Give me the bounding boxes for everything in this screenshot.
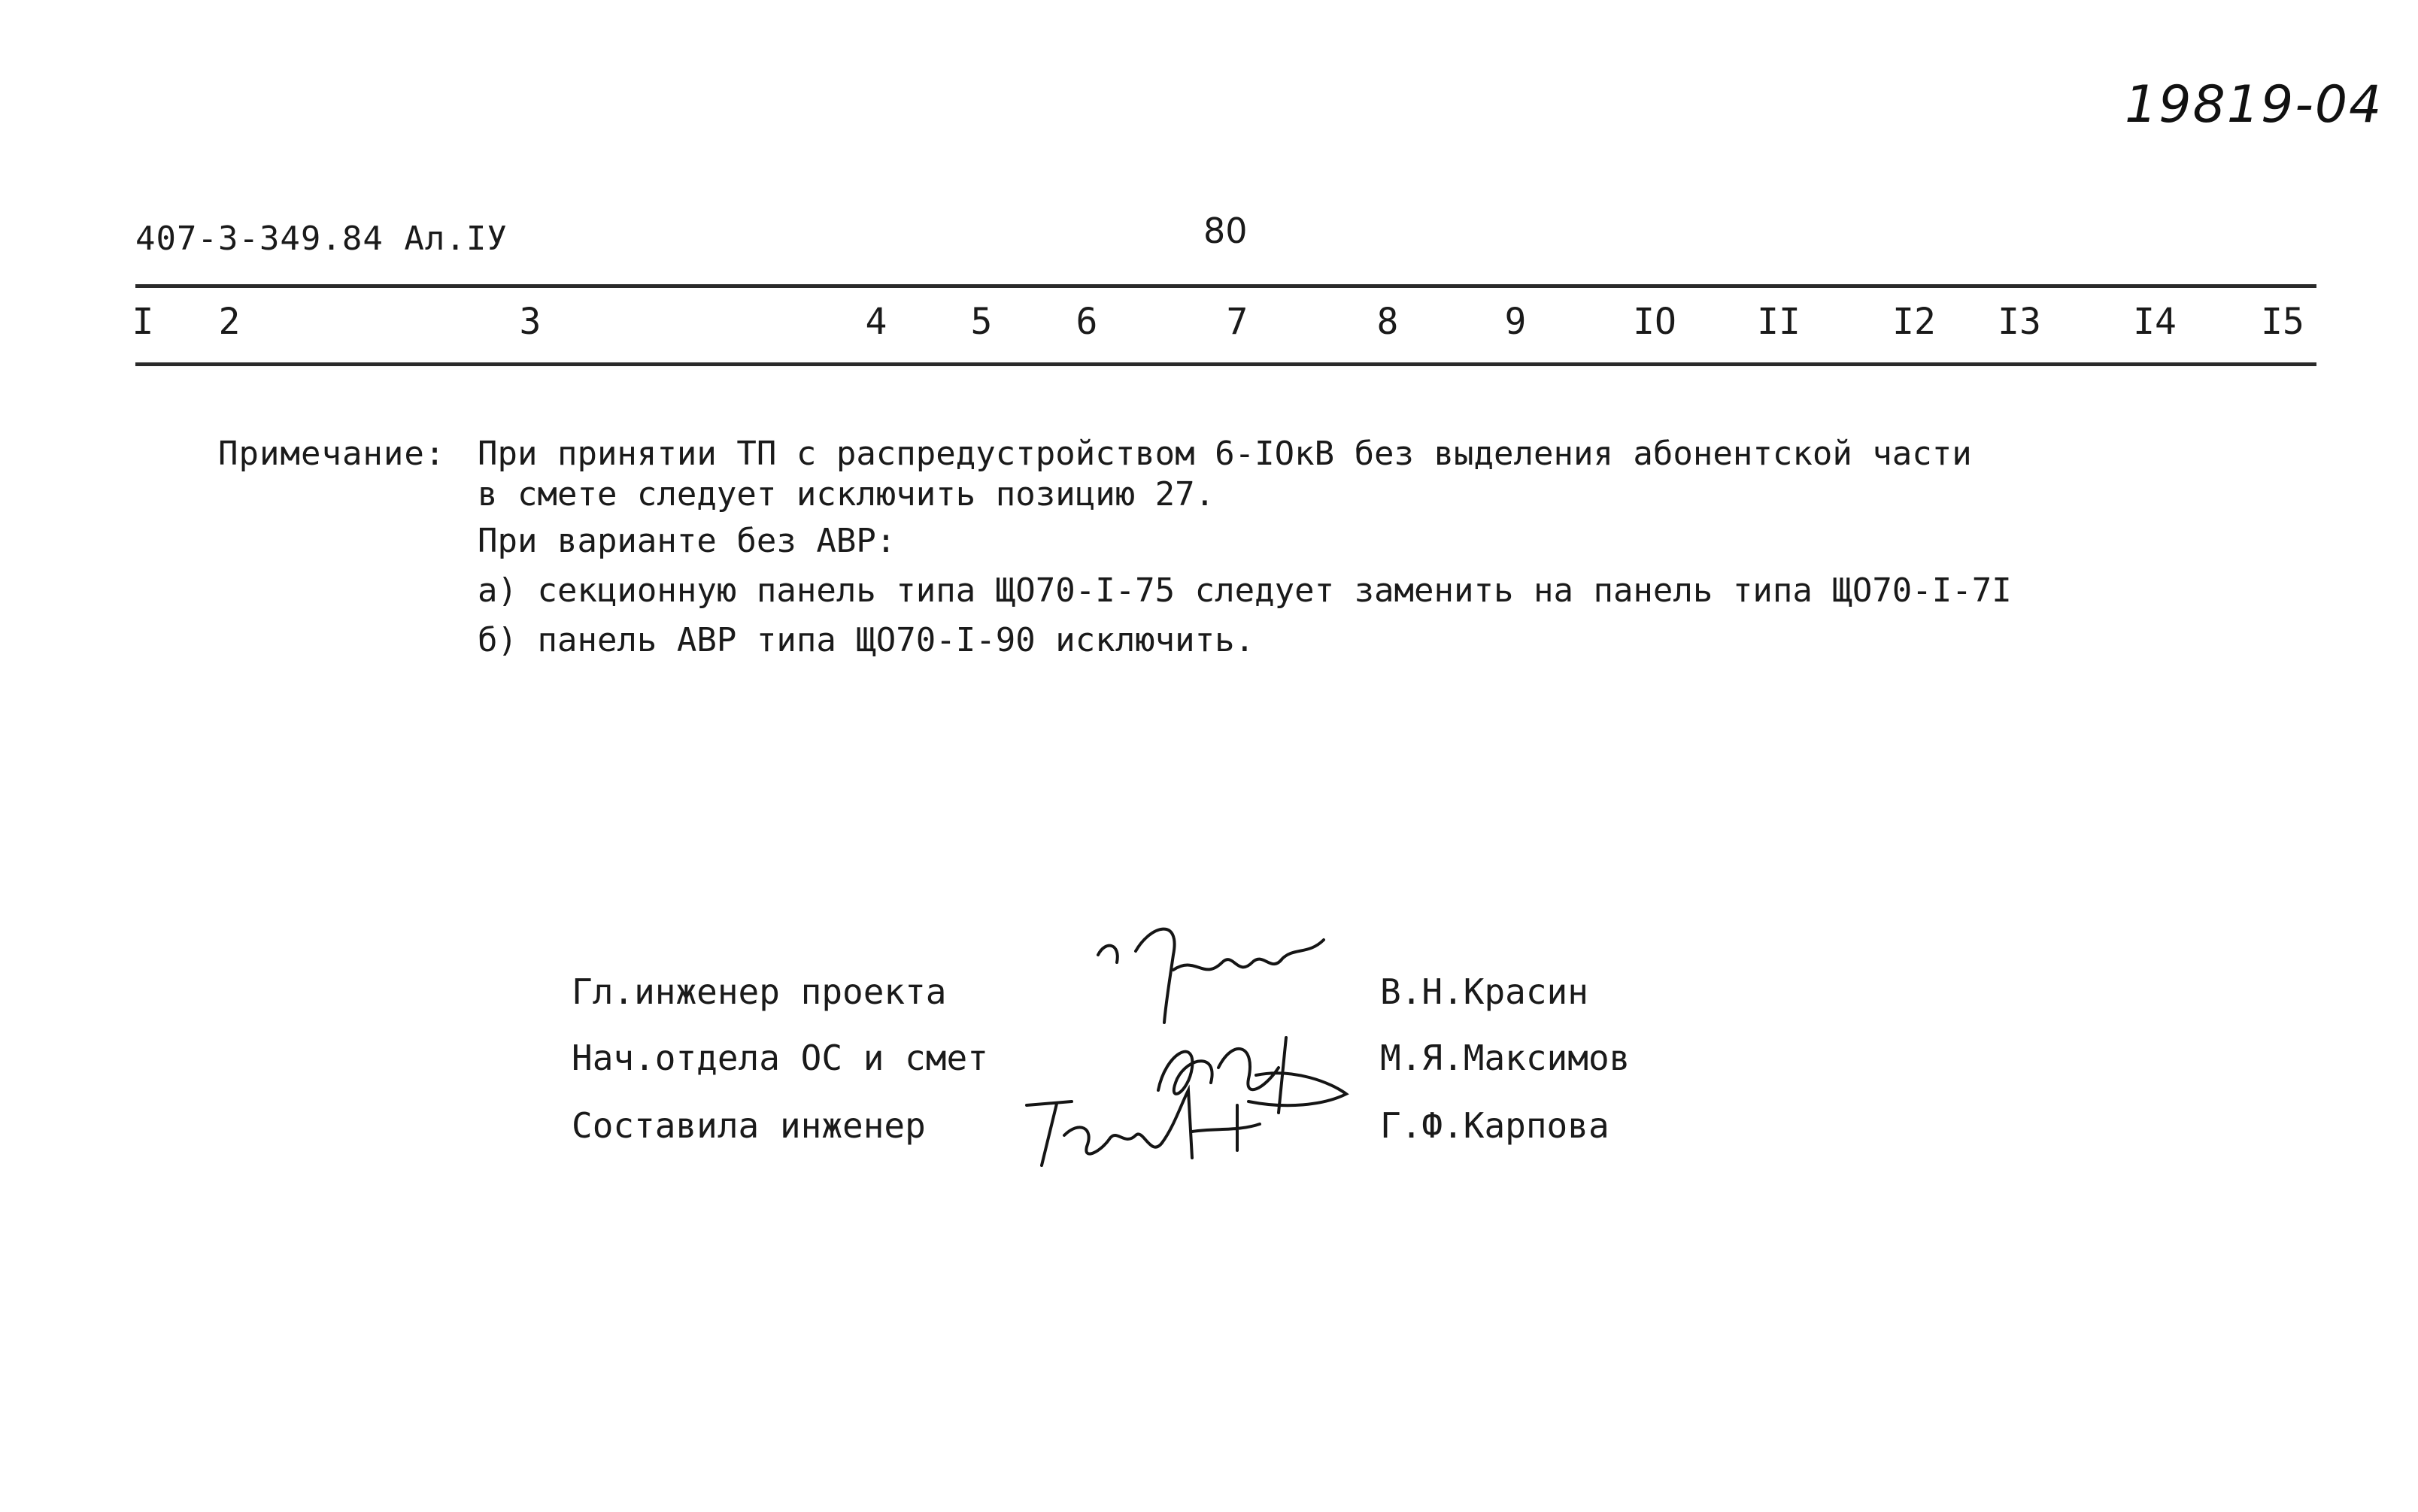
table-top-rule (135, 284, 2316, 288)
table-bottom-rule (135, 362, 2316, 366)
column-number: I (132, 301, 154, 343)
signatory-role: Гл.инженер проекта (572, 971, 947, 1012)
column-number: 5 (970, 301, 993, 343)
column-number: 2 (218, 301, 241, 343)
signatory-name: В.Н.Красин (1380, 971, 1588, 1012)
note-line: При варианте без АВР: (478, 522, 897, 560)
column-number: IO (1633, 301, 1676, 343)
column-number: 4 (865, 301, 887, 343)
column-number: I4 (2133, 301, 2177, 343)
signatory-role: Нач.отдела ОС и смет (572, 1038, 988, 1078)
note-line: б) панель АВР типа ЩО70-I-90 исключить. (478, 621, 1255, 659)
signature-compiler (1012, 1075, 1297, 1188)
signature-chief-engineer (1083, 910, 1339, 1038)
note-line: а) секционную панель типа ЩО70-I-75 следует заменить на панель типа ЩО70-I-7I (478, 571, 2012, 610)
column-number: 8 (1376, 301, 1399, 343)
page-number: 80 (1203, 211, 1248, 251)
signatory-role: Составила инженер (572, 1105, 926, 1146)
column-number: I3 (1998, 301, 2041, 343)
note-label: Примечание: (218, 435, 446, 473)
note-line: При принятии ТП с распредустройством 6-IOкВ без выделения абонентской части (478, 435, 1972, 473)
column-number: 6 (1076, 301, 1098, 343)
column-number: 9 (1504, 301, 1527, 343)
column-number: I2 (1892, 301, 1936, 343)
document-reference: 407-3-349.84 Ал.IУ (135, 220, 508, 258)
column-number: I5 (2261, 301, 2304, 343)
signatory-name: Г.Ф.Карпова (1380, 1105, 1609, 1146)
handwritten-archive-code: 19819-04 (2125, 75, 2383, 135)
note-line: в смете следует исключить позицию 27. (478, 475, 1215, 514)
column-number: II (1757, 301, 1801, 343)
column-number: 7 (1226, 301, 1248, 343)
column-number: 3 (519, 301, 542, 343)
signatory-name: М.Я.Максимов (1380, 1038, 1631, 1078)
